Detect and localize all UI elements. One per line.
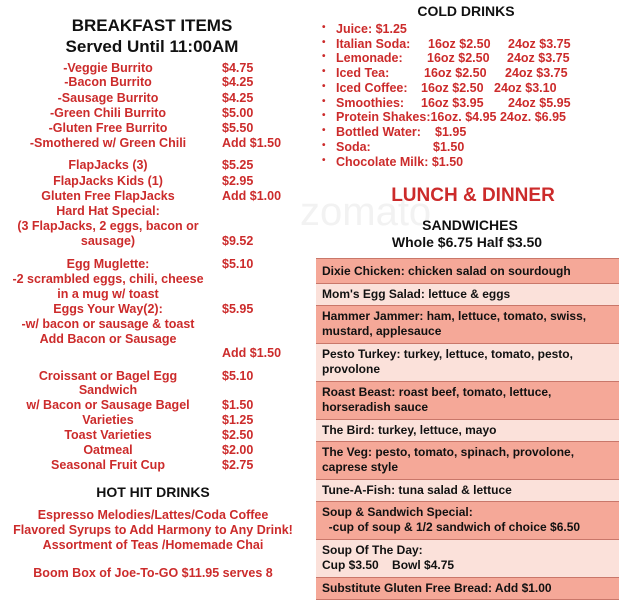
drink-name: Iced Coffee: (336, 81, 408, 95)
table-row (316, 442, 619, 480)
table-row (316, 306, 619, 344)
item-price: $5.25 (222, 158, 254, 172)
bullet-icon: • (322, 110, 326, 121)
item-price: Add $1.00 (222, 189, 282, 203)
item-description: Sandwich (78, 383, 138, 397)
item-name: Toast Varieties (64, 428, 152, 442)
row-text: horseradish sauce (322, 400, 429, 414)
row-text: provolone (322, 362, 381, 376)
item-name: Egg Muglette: (66, 257, 150, 271)
bullet-icon: • (322, 37, 326, 48)
drink-price-24oz: 24oz $5.95 (508, 96, 571, 110)
item-description: sausage) (80, 234, 136, 248)
item-price: Add $1.50 (222, 346, 282, 360)
item-price: Add $1.50 (222, 136, 282, 150)
item-price: $1.50 (222, 398, 254, 412)
item-name: FlapJacks (3) (68, 158, 148, 172)
bullet-icon: • (322, 155, 326, 166)
item-price: $2.95 (222, 174, 254, 188)
drink-name: Soda: (336, 140, 371, 154)
bullet-icon: • (322, 66, 326, 77)
drink-price-24oz: 24oz $3.75 (507, 51, 570, 65)
table-row (316, 480, 619, 502)
drink-name: Iced Tea: (336, 66, 390, 80)
row-text: -cup of soup & 1/2 sandwich of choice $6.50 (322, 520, 581, 534)
item-name: FlapJacks Kids (1) (53, 174, 163, 188)
row-text: Hammer Jammer: ham, lettuce, tomato, swiss, (322, 309, 587, 323)
row-text: Soup Of The Day: (322, 543, 423, 557)
item-price: $9.52 (222, 234, 254, 248)
item-name: Eggs Your Way(2): (53, 302, 163, 316)
bullet-icon: • (322, 125, 326, 136)
row-text: The Veg: pesto, tomato, spinach, provolone, (322, 445, 575, 459)
row-text: caprese style (322, 460, 399, 474)
drink-price-16oz: 16oz $2.50 (427, 51, 490, 65)
drink-price-16oz: 16oz $2.50 (421, 81, 484, 95)
row-text: Roast Beast: roast beef, tomato, lettuce, (322, 385, 552, 399)
item-price: $1.25 (222, 413, 254, 427)
item-name: -Veggie Burrito (63, 61, 153, 75)
drink-price-24oz: 24oz $3.10 (494, 81, 557, 95)
drink-name: Lemonade: (336, 51, 403, 65)
item-description: Add Bacon or Sausage (39, 332, 177, 346)
drink-name: Italian Soda: (336, 37, 411, 51)
item-name: Varieties (82, 413, 134, 427)
item-price: $5.10 (222, 257, 254, 271)
item-name: w/ Bacon or Sausage Bagel (26, 398, 190, 412)
bullet-icon: • (322, 22, 326, 33)
hot-drinks-title: HOT HIT DRINKS (96, 484, 210, 500)
sandwich-prices: Whole $6.75 Half $3.50 (391, 234, 543, 250)
bullet-icon: • (322, 140, 326, 151)
item-price: $4.25 (222, 91, 254, 105)
cold-drinks-title: COLD DRINKS (417, 3, 515, 19)
table-row (316, 578, 619, 600)
drink-price-24oz: 24oz $3.75 (508, 37, 571, 51)
item-price: $2.00 (222, 443, 254, 457)
drink-price: $1.50 (433, 140, 465, 154)
drink-name: Smoothies: (336, 96, 405, 110)
item-price: $5.95 (222, 302, 254, 316)
row-text: Cup $3.50 Bowl $4.75 (322, 558, 455, 572)
row-text: Tune-A-Fish: tuna salad & lettuce (322, 483, 512, 497)
item-name: Hard Hat Special: (56, 204, 160, 218)
drink-name: Protein Shakes:16oz. $4.95 24oz. $6.95 (336, 110, 566, 124)
item-name: Gluten Free FlapJacks (41, 189, 175, 203)
item-price: $5.50 (222, 121, 254, 135)
item-price: $2.50 (222, 428, 254, 442)
item-name: -Gluten Free Burrito (48, 121, 168, 135)
item-name: Croissant or Bagel Egg (38, 369, 178, 383)
table-row (316, 259, 619, 284)
table-row (316, 540, 619, 578)
table-row (316, 344, 619, 382)
table-row (316, 502, 619, 540)
row-text: Soup & Sandwich Special: (322, 505, 473, 519)
item-price: $2.75 (222, 458, 254, 472)
drink-price-16oz: 16oz $2.50 (428, 37, 491, 51)
table-row (316, 382, 619, 420)
item-name: Oatmeal (83, 443, 133, 457)
item-name: Seasonal Fruit Cup (51, 458, 165, 472)
row-text: Substitute Gluten Free Bread: Add $1.00 (322, 581, 552, 595)
watermark: zomato (300, 190, 432, 234)
hot-drinks-line: Assortment of Teas /Homemade Chai (42, 538, 264, 552)
row-text: Dixie Chicken: chicken salad on sourdough (322, 264, 571, 278)
table-row (316, 420, 619, 442)
bullet-icon: • (322, 81, 326, 92)
lunch-dinner-title: LUNCH & DINNER (391, 185, 555, 206)
table-row (316, 284, 619, 306)
row-text: Mom's Egg Salad: lettuce & eggs (322, 287, 511, 301)
breakfast-subtitle: Served Until 11:00AM (65, 37, 239, 56)
item-name: -Bacon Burrito (64, 75, 152, 89)
item-description: in a mug w/ toast (57, 287, 159, 301)
drink-price-24oz: 24oz $3.75 (505, 66, 568, 80)
bullet-icon: • (322, 96, 326, 107)
drink-name: Juice: $1.25 (336, 22, 407, 36)
item-price: $4.25 (222, 75, 254, 89)
row-text: mustard, applesauce (322, 324, 442, 338)
item-name: -Smothered w/ Green Chili (29, 136, 187, 150)
drink-price: $1.95 (435, 125, 467, 139)
bullet-icon: • (322, 51, 326, 62)
item-name: -Sausage Burrito (57, 91, 159, 105)
item-description: -2 scrambled eggs, chili, cheese (12, 272, 204, 286)
boom-box-offer: Boom Box of Joe-To-GO $11.95 serves 8 (33, 566, 273, 580)
drink-name: Bottled Water: (336, 125, 421, 139)
sandwich-table (316, 258, 619, 600)
item-price: $5.00 (222, 106, 254, 120)
item-price: $5.10 (222, 369, 254, 383)
sandwiches-title: SANDWICHES (422, 217, 518, 233)
row-text: Pesto Turkey: turkey, lettuce, tomato, pesto, (322, 347, 573, 361)
drink-price-16oz: 16oz $3.95 (421, 96, 484, 110)
breakfast-title: BREAKFAST ITEMS (71, 16, 233, 35)
item-description: -w/ bacon or sausage & toast (21, 317, 195, 331)
item-name: -Green Chili Burrito (50, 106, 166, 120)
item-price: $4.75 (222, 61, 254, 75)
item-description: (3 FlapJacks, 2 eggs, bacon or (17, 219, 199, 233)
hot-drinks-line: Espresso Melodies/Lattes/Coda Coffee (37, 508, 269, 522)
drink-name: Chocolate Milk: $1.50 (336, 155, 464, 169)
row-text: The Bird: turkey, lettuce, mayo (322, 423, 497, 437)
hot-drinks-line: Flavored Syrups to Add Harmony to Any Drink! (13, 523, 293, 537)
drink-price-16oz: 16oz $2.50 (424, 66, 487, 80)
